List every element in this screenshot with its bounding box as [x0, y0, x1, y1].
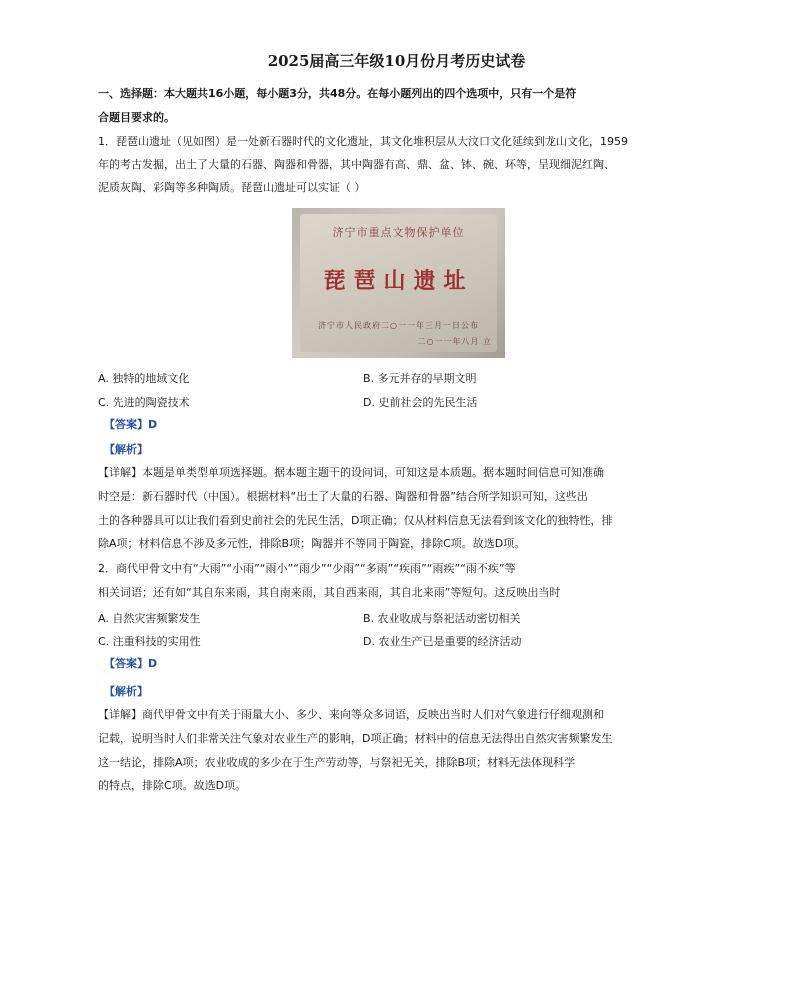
q1-detail-line: 时空是：新石器时代（中国）。根据材料“出土了大量的石器、陶器和骨器”结合所学知识可知，这些出: [98, 490, 588, 503]
q1-option-b: B. 多元并存的早期文明: [363, 372, 477, 385]
q1-detail-line: 【详解】本题是单类型单项选择题。据本题主题干的设问词，可知这是本质题。据本题时间信息可知准确: [98, 466, 604, 479]
q2-answer: 【答案】D: [104, 657, 158, 670]
q1-option-c: C. 先进的陶瓷技术: [98, 396, 190, 409]
q1-analysis-label: 【解析】: [104, 443, 148, 456]
q1-detail-line: 土的各种器具可以让我们看到史前社会的先民生活，D项正确；仅从材料信息无法看到该文化的独特性，排: [98, 514, 613, 527]
q2-detail-line: 的特点，排除C项。故选D项。: [98, 779, 247, 792]
q2-option-c: C. 注重科技的实用性: [98, 635, 201, 648]
stone-caption-top: 济宁市重点文物保护单位: [332, 226, 465, 239]
q1-stem-line: 1．琵琶山遗址（见如图）是一处新石器时代的文化遗址，其文化堆积层从大汶口文化延续到龙山文化，1959: [98, 135, 628, 148]
page-title: 2025届高三年级10月份月考历史试卷: [267, 52, 526, 70]
q2-detail-line: 【详解】商代甲骨文中有关于雨量大小、多少、来向等众多词语，反映出当时人们对气象进行仔细观测和: [98, 708, 604, 721]
section-instruction-cont: 合题目要求的。: [98, 111, 175, 124]
q1-stem-line: 泥质灰陶、彩陶等多种陶质。琵琶山遗址可以实证（ ）: [98, 181, 366, 194]
q1-stem-line: 年的考古发掘，出土了大量的石器、陶器和骨器，其中陶器有高、鼎、盆、钵、碗、环等，呈现细泥红陶、: [98, 158, 615, 171]
q2-analysis-label: 【解析】: [104, 685, 148, 698]
stone-caption-bottom: 济宁市人民政府二○一一年三月一日公布: [318, 321, 479, 330]
stone-caption-main: 琵琶山遗址: [323, 268, 474, 294]
q1-answer: 【答案】D: [104, 418, 158, 431]
section-instruction: 一、选择题：本大题共16小题，每小题3分，共48分。在每小题列出的四个选项中，只有一个是符: [98, 87, 577, 100]
q1-detail-line: 除A项；材料信息不涉及多元性，排除B项；陶器并不等同于陶瓷，排除C项。故选D项。: [98, 537, 526, 550]
q2-stem-line: 2．商代甲骨文中有“大雨”“小雨”“雨小”“雨少”“少雨”“多雨”“疾雨”“雨疾”“雨不疾”等: [98, 562, 516, 575]
q1-option-a: A. 独特的地域文化: [98, 372, 190, 385]
q1-option-d: D. 史前社会的先民生活: [363, 396, 478, 409]
q2-option-b: B. 农业收成与祭祀活动密切相关: [363, 612, 521, 625]
site-stone-photo: [292, 208, 505, 358]
q2-detail-line: 记载，说明当时人们非常关注气象对农业生产的影响，D项正确；材料中的信息无法得出自然灾害频繁发生: [98, 732, 613, 745]
q2-option-a: A. 自然灾害频繁发生: [98, 612, 201, 625]
q2-stem-line: 相关词语；还有如“其自东来雨，其自南来雨，其自西来雨，其自北来雨”等短句。这反映出当时: [98, 586, 561, 599]
q2-detail-line: 这一结论，排除A项；农业收成的多少在于生产劳动等，与祭祀无关，排除B项；材料无法体现科学: [98, 756, 576, 769]
q2-option-d: D. 农业生产已是重要的经济活动: [363, 635, 522, 648]
stone-caption-date: 二○一一年八月 立: [417, 337, 492, 346]
